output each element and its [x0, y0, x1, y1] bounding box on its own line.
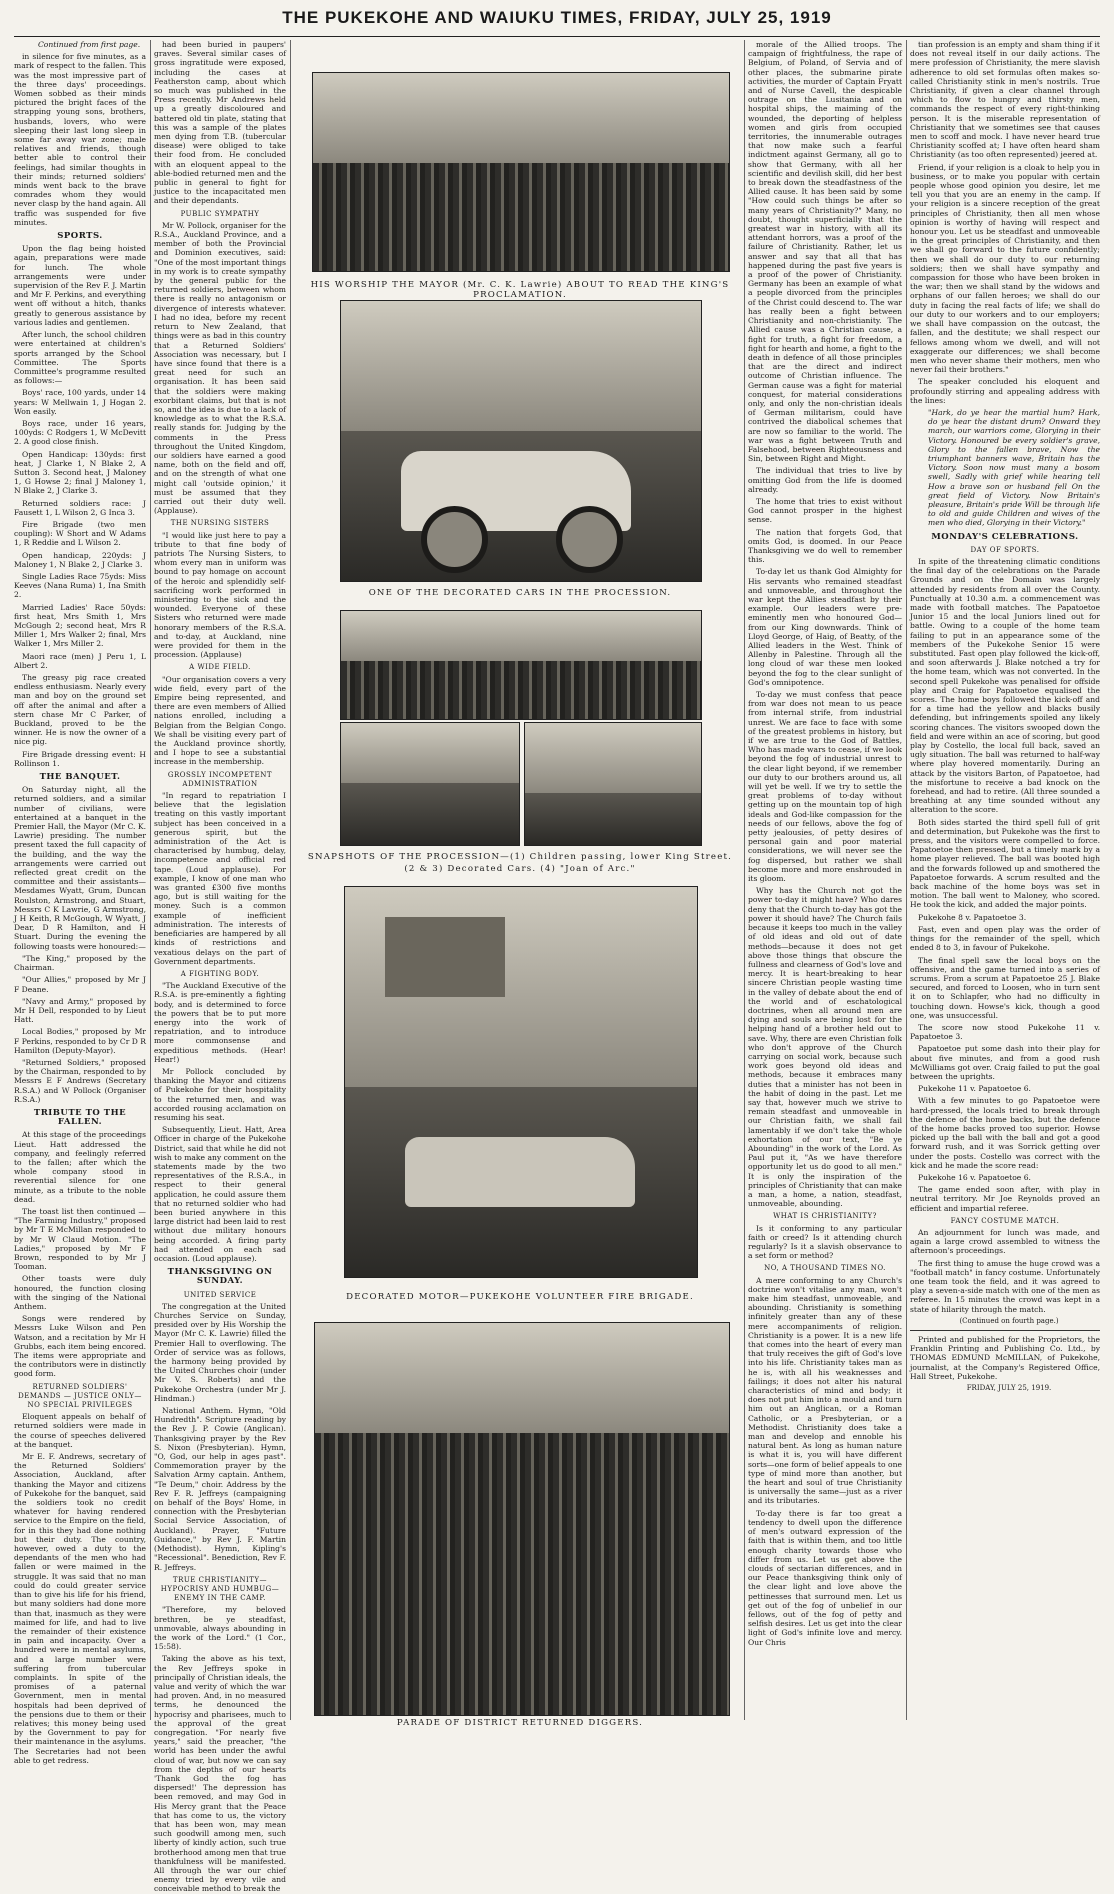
- imprint-date: FRIDAY, JULY 25, 1919.: [966, 1384, 1052, 1393]
- paragraph: tian profession is an empty and sham thing if it does not reveal itself in our daily actions. The mere profession of Christianity, the mere slavish adherence to old set formulas often makes so-called Christianity stink in men's nostrils. True Christianity, if given a clear channel through which to flow to hungry and thirsty men, commands the respect of every right-thinking person. It is the miserable representation of Christianity that we sometimes see that causes men to scoff and mock. I have never heard true Christianity scoffed at; I have often heard sham Christianity (as too often represented) jeered at.: [910, 40, 1100, 160]
- paragraph: Open handicap, 220yds: J Maloney 1, N Blake 2, J Clarke 3.: [14, 550, 146, 569]
- subheading-sisters: THE NURSING SISTERS: [170, 519, 270, 528]
- paragraph: The first thing to amuse the huge crowd was a "football match" in fancy costume. Unfortunately one team took the field, and it was agreed to play a seven-a-side match with one of the men as referee. In 15 minutes the crowd was kept in a state of hilarity through the match.: [910, 1258, 1100, 1314]
- paragraph: "Navy and Army," proposed by Mr H Dell, responded to by Lieut Hatt.: [14, 996, 146, 1025]
- paragraph: "In regard to repatriation I believe that the legislation treating on this vastly important subject has been conceived in a generous spirit, but the administration of the Act is characterised by humbug, delay, incompetence and official red tape. (Loud applause). For example, I know of one man who was granted £300 five months ago, but is still waiting for the money. Such is a common example of inefficient administration. The interests of beneficiaries are hampered by all kinds of restrictions and vexatious delays on the part of Government departments.: [154, 791, 286, 966]
- heading-fallen: TRIBUTE TO THE FALLEN.: [33, 1107, 127, 1128]
- subheading-sympathy: PUBLIC SYMPATHY: [180, 209, 260, 218]
- paragraph: Upon the flag being hoisted again, preparations were made for lunch. The whole arrangements were under supervision of the Rev F. J. Martin and Mr F. Perkins, and everything went off without a hitch, thanks greatly to generous assistance by various ladies and gentlemen.: [14, 244, 146, 327]
- masthead-rule: [14, 36, 1100, 37]
- column-rule: [290, 40, 291, 1720]
- column-rule: [744, 40, 745, 1720]
- caption-mayor: HIS WORSHIP THE MAYOR (Mr. C. K. Lawrie) ABOUT TO READ THE KING'S PROCLAMATION.: [310, 280, 730, 300]
- paragraph: "The King," proposed by the Chairman.: [14, 953, 146, 973]
- paragraph: "Therefore, my beloved brethren, be ye steadfast, unmovable, always abounding in the work of the Lord." (1 Cor., 15:58).: [154, 1605, 286, 1652]
- paragraph: After lunch, the school children were entertained at children's sports arranged by the School Committee. The Sports Committee's programme resulted as follows:—: [14, 330, 146, 386]
- imprint-rule: [910, 1330, 1100, 1331]
- column-4: [910, 40, 1100, 1720]
- paragraph: At this stage of the proceedings Lieut. Hatt addressed the company, and feelingly referred to the fallen; after which the whole company stood in reverential silence for one minute, as a tribute to the noble dead.: [14, 1130, 146, 1204]
- paragraph: Other toasts were duly honoured, the function closing with the singing of the National Anthem.: [14, 1274, 146, 1311]
- paragraph: The score now stood Pukekohe 11 v. Papatoetoe 3.: [910, 1022, 1100, 1042]
- caption-diggers: PARADE OF DISTRICT RETURNED DIGGERS.: [300, 1718, 740, 1728]
- paragraph: Both sides started the third spell full of grit and determination, but Pukekohe was the first to press, and the visitors were compelled to force. Papatoetoe then pressed, but a timely mark by a home player relieved. The ball was booted high and the forwards followed up and smothered the Papatoetoe forwards. A scrum resulted and the back machine of the home boys was set in motion. The ball went to Maloney, who scored. He took the kick, and added the major points.: [910, 817, 1100, 910]
- paragraph: Subsequently, Lieut. Hatt, Area Officer in charge of the Pukekohe District, said that while he did not wish to make any comment on the statements made by the two representatives of the R.S.A., in respect to their general application, he could assure them that no returned soldier who had been buried anywhere in this large district had been laid to rest without due military honours being accorded. A firing party had attended on each sad occasion. (Loud applause).: [154, 1125, 286, 1263]
- subheading-christianity: TRUE CHRISTIANITY—HYPOCRISY AND HUMBUG—ENEMY IN THE CAMP.: [160, 1575, 280, 1603]
- paragraph: Mr Pollock concluded by thanking the Mayor and citizens of Pukekohe for their hospitality to the returned men, and was accorded rousing acclamation on resuming his seat.: [154, 1066, 286, 1122]
- paragraph: Mr E. F. Andrews, secretary of the Returned Soldiers' Association, Auckland, after thanking the Mayor and citizens of Pukekohe for the banquet, said the soldiers took no credit whatever for having rendered service to the Empire on the field, for in this they had done nothing but their duty. The country, however, owed a duty to the dependants of the men who had fallen or were maimed in the struggle. It was said that no man could do could greater service than to give his life for his friend, but many soldiers had done more than that, inasmuch as they were maimed for life, and had to live the remainder of their existence in pain and incapacity. Over a hundred were in mental asylums, and a large number were suffering from tubercular complaints. In spite of the promises of a paternal Government, men in mental hospitals had been deprived of the pensions due to them or their relatives; this money being used by the Government to pay for their maintenance in the asylums. The Secretaries had not been able to get redress.: [14, 1452, 146, 1765]
- paragraph: The individual that tries to live by omitting God from the life is doomed already.: [748, 466, 902, 494]
- paragraph: Pukekohe 11 v. Papatoetoe 6.: [918, 1084, 1031, 1094]
- paragraph: Returned soldiers race: J Fausett 1, L Wilson 2, G Inca 3.: [14, 498, 146, 517]
- photo-mayor-proclamation: [312, 72, 730, 272]
- column-rule: [906, 40, 907, 1720]
- paragraph: "I would like just here to pay a tribute to that fine body of patriots The Nursing Sisters, to whom every man in uniform was bound to pay homage on account of the heroic and splendidly self-sacrificing work performed in ministering to the sick and the wounded. Everyone of these Sisters who returned were made honorary members of the R.S.A. and to-day, at Auckland, nine were provided for them in the procession. (Applause): [154, 530, 286, 660]
- paragraph: "The Auckland Executive of the R.S.A. is pre-eminently a fighting body, and is determined to force the powers that be to put more energy into the work of repatriation, and to introduce more commonsense and expeditious methods. (Hear! Hear!): [154, 981, 286, 1064]
- poem-verse: "Hark, do ye hear the martial hum? Hark, do ye hear the distant drum? Onward they march, our warriors come, Glorying in their Victory. Honoured be every soldier's grave, Glory to the fallen brave, Now the triumphant banners wave, Britain has the Victory. Soon now must many a bosom swell, Sadly with grief while hearing tell How a brave son or husband fell On the great field of Victory. Now Britain's pleasure, Britain's pride Will be through life to old and guide Children and wives of the men who died, Glorying in their Victory.": [928, 407, 1100, 528]
- paragraph: Mr W. Pollock, organiser for the R.S.A., Auckland Province, and a member of both the Provincial and Dominion executives, said: "One of the most important things in my work is to create sympathy by the general public for the returned soldiers, between whom there is really no antagonism or divergence of interests whatever. I had no idea, before my recent return to New Zealand, that things were as bad in this country that a Returned Soldiers' Association was necessary, but I have since found that there is a great need for such an organisation. It has been said that the soldiers were making exorbitant claims, but that is not so, and the idea is due to a lack of knowledge as to what the R.S.A. really stands for. Judging by the comments in the Press throughout the United Kingdom, our soldiers have earned a good name, both on the field and off, and on the strength of what one might call 'outside opinion,' it must be assumed that they carried out their duty well. (Applause).: [154, 220, 286, 516]
- paragraph: In spite of the threatening climatic conditions the final day of the celebrations on the Parade Grounds and on the Domain was largely attended by residents from all over the County. Punctually at 10.30 a.m. a commencement was made with football matches. The Papatoetoe Junior 15 and the local Juniors lined out for battle. Owing to a couple of the home team failing to put in an appearance some of the members of the Pukekohe Senior 15 were substituted. Fast open play followed the kick-off, and soon afterwards J. Blake notched a try for the home team, which was not converted. In the second spell Pukekohe was penalised for offside play and Craig for Papatoetoe equalised the scores. The home boys followed the kick-off and for a time had the yellow and blacks busily defending, but infringements spoiled any likely scoring chances. The visitors swooped down the field and were within an ace of scoring, but good play by Costello, the local full back, saved an ugly situation. The ball was returned to half-way where play hovered momentarily. During an attack by the visitors Barton, of Papatoetoe, had the misfortune to receive a bad knock on the forehead, and had to retire. (All three sounded a breathing at any time sounded without any alteration to the score.: [910, 556, 1100, 815]
- paragraph: Married Ladies' Race 50yds: first heat, Mrs Smith 1, Mrs McGough 2; second heat, Mrs R Miller 1, Mrs Walker 2; final, Mrs Walker 1, Mrs Miller 2.: [14, 602, 146, 649]
- heading-sports: SPORTS.: [57, 231, 103, 242]
- paragraph: Boys race, under 16 years, 100yds: C Rodgers 1, W McDevitt 2. A good close finish.: [14, 418, 146, 447]
- masthead-title: THE PUKEKOHE AND WAIUKU TIMES, FRIDAY, JULY 25, 1919: [282, 8, 832, 27]
- paragraph: To-day there is far too great a tendency to dwell upon the difference of men's outward expression of the faith that is within them, and too little enough charity towards those who differ from us. Let us get above the clouds of sectarian differences, and in our Peace thanksgiving think only of the clear light and love above the pettinesses that surround men. Let us get out of the fog of unbelief in our fellows, out of the fog of petty and selfish desires. Let us get into the clear light of God's infinite love and mercy. Our Chris: [748, 1508, 902, 1647]
- paragraph: Pukekohe 16 v. Papatoetoe 6.: [918, 1172, 1031, 1182]
- photo-joan-of-arc: [524, 722, 702, 846]
- paragraph: Songs were rendered by Messrs Luke Wilson and Pen Watson, and a recitation by Mr H Grubbs, each item being encored. The items were appropriate and the contributors were in distinctly good form.: [14, 1314, 146, 1379]
- paragraph: "Our organisation covers a very wide field, every part of the Empire being represented, and there are even members of Allied nations enrolled, including a Belgian from the Belgian Congo. We shall be visiting every part of the Auckland province shortly, and I hope to see a substantial increase in the membership.: [154, 674, 286, 767]
- imprint: Printed and published for the Proprietors, the Franklin Printing and Publishing Co. Ltd., by THOMAS EDMUND McMILLAN, of Pukekohe, journalist, at the Company's Registered Office, Hall Street, Pukekohe.: [910, 1335, 1100, 1381]
- subheading-sports: DAY OF SPORTS.: [970, 545, 1040, 554]
- paragraph: The toast list then continued — "The Farming Industry," proposed by Mr T E McMillan responded to by Mr W Claud Motion. "The Ladies," proposed by Mr F Brown, responded to by Mr J Tooman.: [14, 1206, 146, 1272]
- paragraph: The game ended soon after, with play in neutral territory. Mr Joe Reynolds proved an efficient and impartial referee.: [910, 1185, 1100, 1213]
- continued-note: Continued from first page.: [38, 40, 141, 49]
- column-rule: [150, 40, 151, 1720]
- paragraph: Papatoetoe put some dash into their play for about five minutes, and from a good rush McWilliams got over. Craig failed to put the goal between the uprights.: [910, 1044, 1100, 1081]
- paragraph: Pukekohe 8 v. Papatoetoe 3.: [918, 912, 1027, 922]
- paragraph: To-day we must confess that peace from war does not mean to us peace from internal strife, from industrial unrest. We are face to face with some of the greatest problems in history, but if we are true to the God of Battles, Who has made wars to cease, if we look beyond the fog of industrial unrest to the clear light beyond, if we remember our duty to our brothers around us, all will yet be well. If we try to settle the great problems of to-day without getting up on the mountain top of high ideals and God-like compassion for the needs of our fellows, above the fog of petty jealousies, of petty desires of personal gain and poor material considerations, we will never see the fog dispersed, but rather we shall become more and more enshrouded in its gloom.: [748, 690, 902, 884]
- paragraph: To-day let us thank God Almighty for His servants who remained steadfast and unmoveable, and throughout the war kept the Allies steadfast by their example. Our leaders were pre-eminently men who honoured God—from our King downwards. Think of Lloyd George, of Haig, of Beatty, of the Allied leaders in the West. Think of Allenby in Palestine. Through all the long cloud of war these men looked beyond the fog to the clear sunlight of God's omnipotence.: [748, 567, 902, 687]
- paragraph: had been buried in paupers' graves. Several similar cases of gross ingratitude were exposed, including the cases at Featherston camp, about which so much was published in the Press recently. Mr Andrews held up a greatly discoloured and battered old tin plate, stating that this was a sample of the plates men dying from T.B. (tubercular disease) were obliged to take their food from. He concluded with an eloquent appeal to the able-bodied returned men and the public in general to fight for justice to the incapacitated men and their dependants.: [154, 40, 286, 206]
- paragraph: Boys' race, 100 yards, under 14 years: W Mellwain 1, J Hogan 2. Won easily.: [14, 388, 146, 416]
- paragraph: National Anthem. Hymn, "Old Hundredth". Scripture reading by the Rev J. P. Cowie (Anglican). Thanksgiving prayer by the Rev S. Nixon (Presbyterian). Hymn, "O, God, our help in ages past". Commemoration prayer by the Salvation Army captain. Anthem, "Te Deum," choir. Address by the Rev F. R. Jeffreys (campaigning on behalf of the Boys' Home, in connection with the Presbyterian Social Service Association, of Auckland). Prayer, "Future Guidance," by Rev J. F. Martin (Methodist). Hymn, Kipling's "Recessional". Benediction, Rev F. R. Jeffreys.: [154, 1406, 286, 1572]
- paragraph: in silence for five minutes, as a mark of respect to the fallen. This was the most impressive part of the three days' proceedings. Women sobbed as their minds pictured the bright faces of the strapping young sons, brothers, husbands, lovers, who were sleeping their last long sleep in some far away war zone; male relatives and friends, though better able to control their feelings, had similar thoughts in their minds; returned soldiers' minds went back to the brave comrades whom they would never clasp by the hand again. All traffic was suspended for five minutes.: [14, 52, 146, 227]
- paragraph: Why has the Church not got the power to-day it might have? Who dares deny that the Church to-day has got the power it should have? The Church fails because it keeps too much in the valley of old ideas and old out of date methods—because it does not get above those things that obscure the fullness and clearness of God's love and mercy. It is heart-breaking to hear sincere Christian people wasting time in the valley of debate about the end of the world and of eschatological doctrines, when all around men are dying and souls are being lost for the helping hand of a brother held out to save. Why, there are even Christian folk who don't approve of the Church carrying on social work, because such work goes beyond old ideas and methods, because it embraces many duties that a minister has not been in the habit of doing in the past. Let me say that, however much we strive to remain steadfast and unmoveable in our Christian faith, we shall fail lamentably if we don't take the whole exhortation of our text, "Be ye Abounding" in the work of the Lord. As Paul put it, "As we have therefore opportunity let us do good to all men." It is only the inspiration of the principles of Christianity that can make a man, a home, a nation, steadfast, unmoveable, abounding.: [748, 886, 902, 1209]
- paragraph: On Saturday night, all the returned soldiers, and a similar number of civilians, were entertained at a banquet in the Premier Hall, the Mayor (Mr C. K. Lawrie) presiding. The number present taxed the full capacity of the building, and the way the arrangements were carried out reflected great credit on the committee and their assistants—Mesdames Wyatt, Grum, Duncan Roulston, Armstrong, and Stuart, Messrs C K Lawrie, G Armstrong, J H Keith, R McGough, W Wyatt, J Dear, D R Hamilton, and H Stuart. During the evening the following toasts were honoured:—: [14, 785, 146, 951]
- caption-snapshots-1: SNAPSHOTS OF THE PROCESSION—(1) Children passing, lower King Street.: [307, 852, 733, 862]
- subheading-united: UNITED SERVICE: [183, 1290, 257, 1299]
- photo-returned-diggers: [314, 1322, 730, 1716]
- paragraph: Maori race (men) J Peru 1, L Albert 2.: [14, 651, 146, 670]
- heading-monday: MONDAY'S CELEBRATIONS.: [931, 531, 1079, 542]
- paragraph: Fast, even and open play was the order of things for the remainder of the spell, which ended 8 to 3, in favour of Pukekohe.: [910, 924, 1100, 953]
- photo-children-passing: [340, 610, 702, 720]
- column-1: [14, 40, 146, 1765]
- photo-decorated-car-2: [340, 722, 520, 846]
- subheading-admin: GROSSLY INCOMPETENT ADMINISTRATION: [167, 770, 273, 788]
- paragraph: The nation that forgets God, that omits God, is doomed. In our Peace Thanksgiving we do well to remember this.: [748, 527, 902, 565]
- subheading-what: WHAT IS CHRISTIANITY?: [773, 1212, 877, 1221]
- subheading-field: A WIDE FIELD.: [189, 663, 251, 672]
- subheading-fancy: FANCY COSTUME MATCH.: [950, 1216, 1060, 1225]
- heading-banquet: THE BANQUET.: [39, 772, 121, 783]
- paragraph: Single Ladies Race 75yds: Miss Keeves (Nana Ruma) 1, Ina Smith 2.: [14, 571, 146, 600]
- column-3: [748, 40, 902, 1720]
- caption-fire-brigade: DECORATED MOTOR—PUKEKOHE VOLUNTEER FIRE BRIGADE.: [346, 1292, 694, 1302]
- paragraph: "Our Allies," proposed by Mr J F Deane.: [14, 975, 146, 994]
- paragraph: The speaker concluded his eloquent and profoundly stirring and appealing address with the lines:: [910, 377, 1100, 405]
- photo-decorated-car: [340, 300, 702, 582]
- paragraph: With a few minutes to go Papatoetoe were hard-pressed, the locals tried to break through the defence of the home backs, but the defence of the home backs proved too superior. Howse picked up the ball with the ball and got a good forward rush, and it was Sorrick getting over under the posts. Costello was correct with the kick and he made the score read:: [910, 1096, 1100, 1170]
- paragraph: Fire Brigade (two men coupling): W Short and W Adams 1, R Reddie and L Wilson 2.: [14, 519, 146, 548]
- paragraph: Open Handicap: 130yds: first heat, J Clarke 1, N Blake 2, A Sutton 3. Second heat, J Maloney 1, G Howse 2; final J Maloney 1, N Blake 2, J Clarke 3.: [14, 449, 146, 496]
- paragraph: Friend, if your religion is a cloak to help you in business, or to make you popular with certain people whose good opinion you desire, let me tell you that you are an enemy in the camp. If your religion is a sincere reception of the great principles of Christianity, then all men whose opinion is worthy of having will respect and honour you. Let us be steadfast and unmoveable in the great principles of Christianity, and then we shall go forward to the future confidently; then we shall do our duty to our returning soldiers; then we shall have sympathy and compassion for those who have been broken in the war; then we shall stand by the widows and orphans of our fallen heroes; we shall do our duty in facing the real facts of life; we shall do our duty to our workers and to our employers; we shall have compassion on the outcast, the fallen, and the destitute; we shall respect our fellows among whom we dwell, and will not exaggerate our differences; we shall become men who never shame their mothers, men who never fail their brothers.": [910, 162, 1100, 375]
- column-2: [154, 40, 286, 1894]
- heading-thanksgiving: THANKSGIVING ON SUNDAY.: [167, 1267, 273, 1287]
- caption-decorated-car: ONE OF THE DECORATED CARS IN THE PROCESSION.: [368, 588, 672, 598]
- paragraph: The congregation at the United Churches Service on Sunday, presided over by His Worship the Mayor (Mr C. K. Lawrie) filled the Premier Hall to overflowing. The Order of service was as follows, the harmony being provided by the United Churches choir (under Mr V. S. Roberts) and the Pukekohe Orchestra (under Mr J. Hindman.): [154, 1301, 286, 1403]
- paragraph: Fire Brigade dressing event: H Rollinson 1.: [14, 749, 146, 768]
- paragraph: The greasy pig race created endless enthusiasm. Nearly every man and boy on the ground set off after the animal and after a stern chase Mr C Parker, of Buckland, proved to be the winner. He is now the owner of a nice pig.: [14, 673, 146, 747]
- photo-fire-brigade-motor: [344, 886, 698, 1278]
- paragraph: Local Bodies," proposed by Mr F Perkins, responded to by Cr D R Hamilton (Deputy-Mayor).: [14, 1027, 146, 1055]
- caption-snapshots-2: (2 & 3) Decorated Cars. (4) "Joan of Arc.": [404, 864, 636, 874]
- subheading-thousand: NO, A THOUSAND TIMES NO.: [764, 1264, 886, 1273]
- subheading-demands: RETURNED SOLDIERS' DEMANDS — JUSTICE ONLY—NO SPECIAL PRIVILEGES: [18, 1382, 142, 1410]
- paragraph: Is it conforming to any particular faith or creed? Is it attending church regularly? Is it a slavish observance to a set form or method?: [748, 1223, 902, 1261]
- paragraph: Eloquent appeals on behalf of returned soldiers were made in the course of speeches delivered at the banquet.: [14, 1412, 146, 1449]
- paragraph: The home that tries to exist without God cannot prosper in the highest sense.: [748, 496, 902, 525]
- paragraph: Taking the above as his text, the Rev Jeffreys spoke in principally of Christian ideals, the value and verity of which the war had proven. And, in no measured terms, he denounced the hypocrisy and pharisees, much to the approval of the great congregation. "For nearly five years," said the preacher, "the world has been under the awful cloud of war, but now we can say from the depths of our hearts 'Thank God the fog has dispersed!' The depression has been removed, and may God in His Mercy grant that the Peace that has come to us, the victory that has been won, may mean such goodwill among men, such liberty of kindly action, such true brotherhood among men that true thankfulness will be manifested. All through the war our chief enemy tried by every vile and conceivable method to break the: [154, 1654, 286, 1894]
- paragraph: An adjournment for lunch was made, and again a large crowd assembled to witness the afternoon's proceedings.: [910, 1227, 1100, 1256]
- paragraph: morale of the Allied troops. The campaign of frightfulness, the rape of Belgium, of Poland, of Servia and of other places, the submarine pirate activities, the murder of Captain Fryatt and of Nurse Cavell, the despicable outrage on the Lusitania and on hospital ships, the maiming of the wounded, the deporting of helpless women and girls from occupied territories, the innumerable outrages that now make such a fearful indictment against Germany, all go to show that Germany, with all her scientific and devilish skill, did her best to break down the steadfastness of the Allied cause. It has been said by some "How could such things be after so many years of Christianity?" Many, no doubt, thought superficially that the greatest war in history, with all its attendant horrors, was a proof of the failure of Christianity. Rather, let us answer and say that all that has happened during the past five years is a proof of the power of Christianity. Germany has been an example of what a people divorced from the principles of the Christ could descend to. The war has really been a fight between Christianity and non-christianity. The Allied cause was a Christian cause, a fight for truth, a fight for freedom, a fight for hearth and home, a fight to the death in defence of all those principles that are the direct and indirect outcome of Christian influence. The German cause was a fight for material conquest, for material considerations only, and only the non-christian ideals of German militarism, could have contrived the diabolical schemes that are now so familiar to the world. The war was a fight between Truth and Falsehood, between Righteousness and Sin, between Right and Might.: [748, 40, 902, 464]
- subheading-fighting: A FIGHTING BODY.: [180, 969, 260, 978]
- paragraph: "Returned Soldiers," proposed by the Chairman, responded to by Messrs E F Andrews (Secretary R.S.A.) and W Pollock (Organiser R.S.A.): [14, 1057, 146, 1104]
- continued-next: (Continued on fourth page.): [959, 1316, 1059, 1325]
- paragraph: The final spell saw the local boys on the offensive, and the game turned into a series of scrums. From a scrum at Papatoetoe 25 J. Blake secured, and forced to Loosen, who in turn sent it on to Schlapfer, who had no difficulty in touching down. Howse's kick, though a good one, was unsuccessful.: [910, 955, 1100, 1020]
- paragraph: A mere conforming to any Church's doctrine won't vitalise any man, won't make him steadfast, unmoveable, and abounding. Christianity is something infinitely greater than any of these mere accompaniments of religion. Christianity is a power. It is a new life that comes into the heart of every man that truly receives the gift of God's love into his life. Christianity takes man as he is, with all his weaknesses and failings; it does not alter his natural characteristics of mind and body; it does not put him into a mould and turn him out an Anglican, or a Roman Catholic, or a Presbyterian, or a Methodist. Christianity does take a man and develop and ennoble his natural bent. As long as human nature is what it is, you will have different sorts—one form of belief appeals to one type of mind more than another, but the heart and soul of true Christianity is universally the same—just as a river and its tributaries.: [748, 1275, 902, 1506]
